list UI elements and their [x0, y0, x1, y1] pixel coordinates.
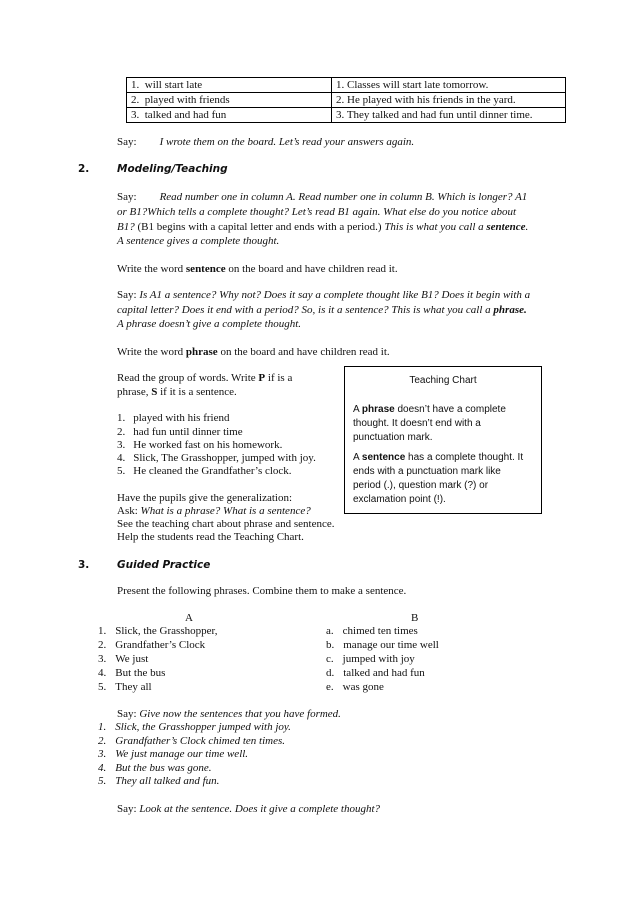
paragraph-1-line: Say: Read number one in column A. Read number one in column B. Which is longer? A1 [117, 191, 528, 203]
column-a-header: A [185, 612, 193, 624]
column-b-item: c. jumped with joy [326, 653, 415, 665]
say-line-complete-thought: Say: Look at the sentence. Does it give a complete thought? [117, 803, 381, 815]
answer-item: 3. We just manage our time well. [98, 748, 249, 760]
table-row [127, 78, 566, 93]
column-b-item: d. talked and had fun [326, 667, 425, 679]
column-a-item: 2. Grandfather’s Clock [98, 639, 206, 651]
paragraph-5-line: phrase, S if it is a sentence. [117, 386, 237, 398]
chart-line: exclamation point (!). [353, 494, 446, 505]
chart-line: A sentence has a complete thought. It [353, 452, 524, 463]
table-cell: 3. talked and had fun [127, 108, 332, 123]
column-a-item: 1. Slick, the Grasshopper, [98, 625, 218, 637]
table-cell: 1. Classes will start late tomorrow. [332, 78, 566, 93]
chart-sentence-definition [353, 451, 537, 507]
list-item: 2. had fun until dinner time [117, 426, 243, 438]
section-3-intro: Present the following phrases. Combine them to make a sentence. [117, 585, 407, 597]
section-3-title: Guided Practice [117, 559, 211, 571]
answer-item: 1. Slick, the Grasshopper jumped with joy. [98, 721, 291, 733]
generalization-line: Help the students read the Teaching Chart. [117, 531, 304, 543]
phrase-sentence-table [126, 77, 566, 123]
paragraph-1-line: A sentence gives a complete thought. [117, 235, 280, 247]
teaching-chart-box [344, 366, 542, 514]
answer-item: 5. They all talked and fun. [98, 775, 220, 787]
table-cell: 2. He played with his friends in the yard. [332, 93, 566, 108]
table-row [127, 108, 566, 123]
say-line-top: Say: I wrote them on the board. Let’s read your answers again. [117, 136, 415, 148]
section-3-number: 3. [78, 559, 90, 571]
chart-phrase-definition [353, 403, 537, 445]
list-item: 1. played with his friend [117, 412, 230, 424]
table-cell: 3. They talked and had fun until dinner time. [332, 108, 566, 123]
paragraph-3-line: capital letter? Does it end with a period? So, is it a sentence? This is what you call a phrase. [117, 304, 527, 316]
generalization-line: See the teaching chart about phrase and sentence. [117, 518, 335, 530]
chart-line: ends with a punctuation mark like [353, 466, 501, 477]
column-b-item: b. manage our time well [326, 639, 439, 651]
say-line-formed: Say: Give now the sentences that you have formed. [117, 708, 341, 720]
column-b-item: a. chimed ten times [326, 625, 418, 637]
answer-item: 2. Grandfather’s Clock chimed ten times. [98, 735, 286, 747]
table-row [127, 93, 566, 108]
chart-line: A phrase doesn’t have a complete [353, 404, 506, 415]
paragraph-3-line: A phrase doesn’t give a complete thought. [117, 318, 302, 330]
column-b-header: B [411, 612, 419, 624]
generalization-line: Have the pupils give the generalization: [117, 492, 293, 504]
list-item: 4. Slick, The Grasshopper, jumped with joy. [117, 452, 316, 464]
teaching-chart-title: Teaching Chart [409, 375, 477, 386]
column-a-item: 3. We just [98, 653, 149, 665]
paragraph-4: Write the word phrase on the board and have children read it. [117, 346, 390, 358]
paragraph-1-line: or B1?Which tells a complete thought? Let’s read B1 again. What else do you notice about [117, 206, 516, 218]
paragraph-1-line: B1? (B1 begins with a capital letter and ends with a period.) This is what you call a sentence. [117, 221, 529, 233]
section-2-title: Modeling/Teaching [117, 163, 228, 175]
paragraph-3-line: Say: Is A1 a sentence? Why not? Does it say a complete thought like B1? Does it begin with a [117, 289, 531, 301]
list-item: 3. He worked fast on his homework. [117, 439, 283, 451]
list-item: 5. He cleaned the Grandfather’s clock. [117, 465, 292, 477]
table-cell: 2. played with friends [127, 93, 332, 108]
generalization-line: Ask: What is a phrase? What is a sentence? [117, 505, 311, 517]
column-a-item: 4. But the bus [98, 667, 166, 679]
answer-item: 4. But the bus was gone. [98, 762, 212, 774]
column-a-item: 5. They all [98, 681, 152, 693]
paragraph-5-line: Read the group of words. Write P if is a [117, 372, 293, 384]
chart-line: period (.), question mark (?) or [353, 480, 489, 491]
column-b-item: e. was gone [326, 681, 384, 693]
table-cell: 1. will start late [127, 78, 332, 93]
paragraph-2: Write the word sentence on the board and have children read it. [117, 263, 398, 275]
section-2-number: 2. [78, 163, 90, 175]
chart-line: punctuation mark. [353, 432, 433, 443]
chart-line: thought. It doesn’t end with a [353, 418, 481, 429]
